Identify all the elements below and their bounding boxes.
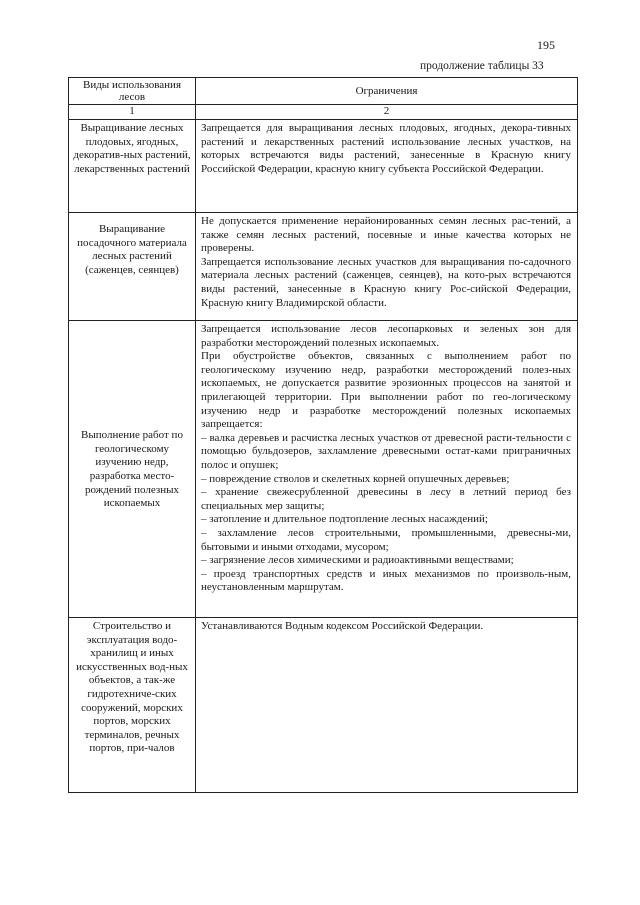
header-forest-use: Виды использования лесов bbox=[69, 78, 196, 105]
restriction-paragraph: Запрещается для выращивания лесных плодовых, ягодных, декора-тивных растений и лекарственных растений использование лесных участков, на которых встречаются виды растений, занесенные в Красную книгу Российской Федерации, красную книгу субъекта Российской Федерации. bbox=[201, 122, 571, 175]
restriction-paragraph: Не допускается применение нерайонированных семян лесных рас-тений, а также семян лесных растений, посевные и иные качества которых не проверены. bbox=[201, 215, 571, 255]
restriction-paragraph: Запрещается использование лесных участков для выращивания по-садочного материала лесных растений (саженцев, сеянцев), на кото-рых встречаются виды растений, занесенные в Красную книгу Рос-сийской Федерации, Красную книгу Владимирской области. bbox=[201, 255, 571, 309]
column-number-row bbox=[69, 105, 578, 120]
forest-use-text: Строительство и эксплуатация водо-хранилищ и иных искусственных вод-ных объектов, а так-же гидротехниче-ских сооружений, морских портов, морских терминалов, речных портов, при-чалов bbox=[76, 620, 188, 755]
restrictions-cell bbox=[196, 321, 578, 618]
table-row bbox=[69, 213, 578, 321]
restrictions-cell bbox=[196, 120, 578, 213]
restrictions-cell bbox=[196, 618, 578, 793]
forest-use-cell bbox=[69, 120, 196, 213]
table-row bbox=[69, 120, 578, 213]
table-header-row bbox=[69, 78, 578, 105]
forest-use-text: Выполнение работ по геологическому изучению недр, разработка место-рождений полезных ископаемых bbox=[81, 429, 183, 510]
forest-use-cell bbox=[69, 321, 196, 618]
header-restrictions: Ограничения bbox=[196, 78, 578, 105]
restriction-paragraph: Запрещается использование лесов лесопарковых и зеленых зон для разработки месторождений полезных ископаемых. bbox=[201, 323, 571, 349]
forest-use-cell bbox=[69, 213, 196, 321]
restriction-list-item: – валка деревьев и расчистка лесных участков от древесной расти-тельности с помощью бульдозеров, захламление древесными остат-ками приграничных полос и опушек; bbox=[201, 431, 571, 471]
restriction-list-item: – проезд транспортных средств и иных механизмов по произволь-ным, неустановленным маршрутам. bbox=[201, 567, 571, 594]
forest-use-text: Выращивание посадочного материала лесных растений (саженцев, сеянцев) bbox=[77, 223, 187, 276]
restriction-list-item: – захламление лесов строительными, промышленными, древесны-ми, бытовыми и иными отходами, мусором; bbox=[201, 526, 571, 553]
restriction-list-item: – повреждение стволов и скелетных корней опушечных деревьев; bbox=[201, 472, 510, 485]
restrictions-cell bbox=[196, 213, 578, 321]
restrictions-table bbox=[68, 77, 578, 793]
table-row bbox=[69, 618, 578, 793]
column-number-1: 1 bbox=[69, 105, 196, 120]
forest-use-cell bbox=[69, 618, 196, 793]
restriction-list-item: – загрязнение лесов химическими и радиоактивными веществами; bbox=[201, 554, 514, 567]
page-number: 195 bbox=[537, 38, 555, 52]
restriction-paragraph: При обустройстве объектов, связанных с выполнением работ по геологическому изучению недр, разработки месторождений полез-ных ископаемых, не допускается развитие эрозионных процессов на занятой и прилегающей территории. При выполнении работ по гео-логическому изучению недр и разработке месторождений полезных ископаемых запрещается: bbox=[201, 350, 571, 431]
restriction-list-item: – затопление и длительное подтопление лесных насаждений; bbox=[201, 513, 488, 526]
column-number-2: 2 bbox=[196, 105, 578, 120]
table-continuation-label: продолжение таблицы 33 bbox=[420, 60, 544, 72]
forest-use-text: Выращивание лесных плодовых, ягодных, декоратив-ных растений, лекарственных растений bbox=[73, 122, 191, 175]
table-row bbox=[69, 321, 578, 618]
restriction-list-item: – хранение свежесрубленной древесины в лесу в летний период без специальных мер защиты; bbox=[201, 486, 571, 512]
restriction-paragraph: Устанавливаются Водным кодексом Российской Федерации. bbox=[201, 620, 484, 632]
